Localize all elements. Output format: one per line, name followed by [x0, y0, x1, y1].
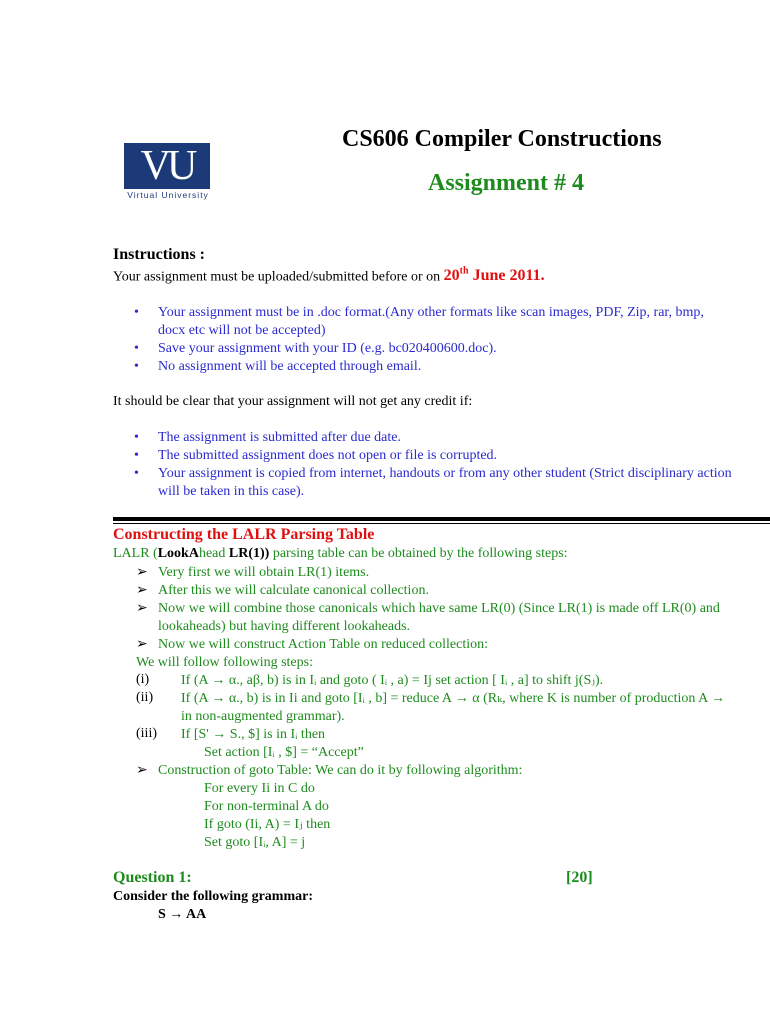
- section-heading: Constructing the LALR Parsing Table: [113, 526, 375, 543]
- date-day: 20: [443, 267, 460, 285]
- roman-numeral: (ii): [136, 690, 154, 705]
- intro-a: A: [188, 546, 199, 561]
- list-item: • Save your assignment with your ID (e.g. bc020400600.doc).: [134, 341, 497, 356]
- assignment-title: Assignment # 4: [428, 170, 585, 196]
- step-item: Now we will combine those canonicals which have same LR(0) (Since LR(1) is made off LR(0) and: [158, 601, 720, 616]
- rule-i: If (A → α., aβ, b) is in Iᵢ and goto ( Iᵢ , a) = Ij set action [ Iᵢ , a] to shift j(Sⱼ).: [181, 673, 604, 688]
- step-item: Now we will construct Action Table on reduced collection:: [158, 637, 489, 652]
- credit-rules-list: [113, 429, 770, 501]
- intro-rest: parsing table can be obtained by the following steps:: [269, 546, 568, 561]
- logo-subtitle: Virtual University: [127, 190, 209, 200]
- step-item: After this we will calculate canonical collection.: [158, 583, 429, 598]
- step-item: lookaheads) but having different lookaheads.: [158, 619, 411, 634]
- rule-text: will be taken in this case).: [158, 484, 305, 499]
- question-heading: Question 1:: [113, 869, 192, 886]
- submission-deadline: [113, 266, 545, 285]
- arrow-bullet-icon: ➢: [136, 763, 148, 778]
- algo-line: For non-terminal A do: [204, 799, 329, 814]
- list-item: • The assignment is submitted after due date.: [134, 430, 401, 445]
- algo-line: For every Ii in C do: [204, 781, 315, 796]
- goto-step: Construction of goto Table: We can do it by following algorithm:: [158, 763, 523, 778]
- university-logo: [124, 143, 212, 201]
- list-item: • The submitted assignment does not open or file is corrupted.: [134, 448, 498, 463]
- rule-text: Save your assignment with your ID (e.g. bc020400600.doc).: [158, 341, 497, 356]
- rule-text: Your assignment is copied from internet, handouts or from any other student (Strict disciplinary action: [158, 466, 732, 481]
- deadline-date: [444, 267, 545, 284]
- grammar-rule: S → AA: [158, 907, 207, 922]
- list-item: [113, 483, 770, 501]
- credit-warning: It should be clear that your assignment will not get any credit if:: [113, 394, 473, 409]
- arrow-bullet-icon: ➢: [136, 565, 148, 580]
- grammar-intro: Consider the following grammar:: [113, 889, 313, 904]
- rule-text: The assignment is submitted after due date.: [158, 430, 401, 445]
- list-item: • Your assignment is copied from internet, handouts or from any other student (Strict disciplinary action: [134, 466, 732, 481]
- course-title: CS606 Compiler Constructions: [342, 126, 662, 152]
- lalr-intro: [113, 546, 568, 562]
- instructions-heading: Instructions :: [113, 246, 206, 263]
- step-item: Very first we will obtain LR(1) items.: [158, 565, 370, 580]
- roman-numeral: (i): [136, 672, 150, 687]
- submit-prefix: Your assignment must be uploaded/submitted before or on: [113, 269, 441, 285]
- rule-ii-cont: in non-augmented grammar).: [181, 709, 345, 724]
- intro-head: head: [198, 546, 226, 561]
- list-item: [113, 322, 770, 340]
- intro-text: LALR (: [113, 546, 158, 561]
- arrow-bullet-icon: ➢: [136, 637, 148, 652]
- rule-iii: If [S' → S., $] is in Iᵢ then: [181, 727, 326, 742]
- section-divider-thin: [113, 523, 770, 524]
- date-rest: June 2011.: [472, 267, 545, 285]
- format-rules-list: [113, 304, 770, 376]
- arrow-bullet-icon: ➢: [136, 601, 148, 616]
- section-divider: [113, 517, 770, 521]
- rule-text: The submitted assignment does not open or file is corrupted.: [158, 448, 498, 463]
- question-marks: [20]: [566, 869, 593, 886]
- date-suffix: th: [459, 266, 469, 277]
- algo-line: Set goto [Iᵢ, A] = j: [204, 835, 306, 850]
- list-item: • Your assignment must be in .doc format.(Any other formats like scan images, PDF, Zip, rar, bmp,: [134, 305, 704, 320]
- algo-line: If goto (Ii, A) = Iⱼ then: [204, 817, 331, 832]
- rule-text: Your assignment must be in .doc format.(Any other formats like scan images, PDF, Zip, rar, bmp,: [158, 305, 704, 320]
- rule-text: docx etc will not be accepted): [158, 323, 326, 338]
- list-item: • No assignment will be accepted through email.: [134, 359, 422, 374]
- follow-steps: We will follow following steps:: [136, 655, 313, 670]
- logo-mark: VU: [124, 143, 210, 189]
- arrow-bullet-icon: ➢: [136, 583, 148, 598]
- rule-ii: If (A → α., b) is in Ii and goto [Iᵢ , b] = reduce A → α (Rₖ, where K is number of production A →: [181, 691, 725, 706]
- intro-look: Look: [157, 546, 189, 561]
- intro-lr1: LR(1)): [228, 546, 270, 561]
- rule-text: No assignment will be accepted through email.: [158, 359, 422, 374]
- roman-numeral: (iii): [136, 726, 157, 741]
- rule-iii-action: Set action [Iᵢ , $] = “Accept”: [204, 745, 364, 760]
